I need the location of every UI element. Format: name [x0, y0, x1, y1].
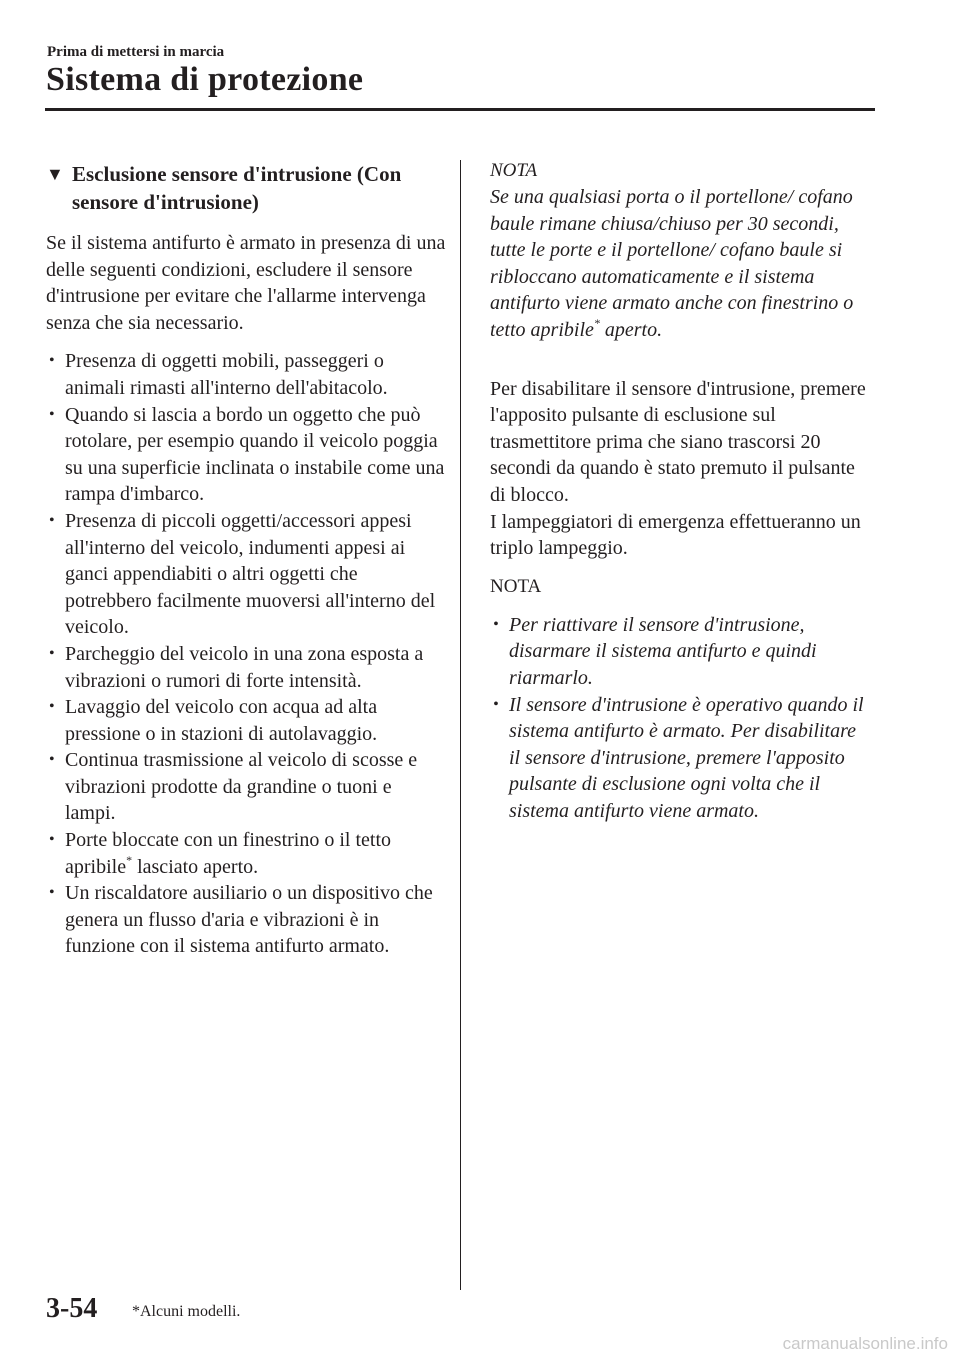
body-paragraph: Per disabilitare il sensore d'intrusione, premere l'apposito pulsante di esclusione sul trasmettitore prima che siano trascorsi 20 secondi da quando è stato premuto il pulsante di blocco. — [490, 377, 866, 506]
footnote-marker: * — [593, 315, 600, 330]
list-item: • Un riscaldatore ausiliario o un dispositivo che genera un flusso d'aria e vibrazioni è in funzione con il sistema antifurto armato. — [49, 882, 433, 958]
list-item: • Parcheggio del veicolo in una zona esposta a vibrazioni o rumori di forte intensità. — [49, 642, 424, 692]
footnote: *Alcuni modelli. — [132, 1303, 241, 1320]
bullet-dot-icon: • — [493, 695, 499, 713]
subsection-heading-line1: Esclusione sensore d'intrusione (Con — [72, 162, 402, 186]
footnote-marker: * — [126, 852, 133, 867]
bullet-dot-icon: • — [49, 698, 55, 716]
page-number: 3-54 — [46, 1293, 98, 1324]
bullet-dot-icon: • — [49, 831, 55, 849]
bullet-dot-icon: • — [493, 615, 499, 633]
list-item: • Presenza di piccoli oggetti/accessori appesi all'interno del veicolo, indumenti appesi ai ganci appendiabiti o altri oggetti che potrebbero facilmente muoversi all'interno del veicolo. — [49, 509, 436, 639]
note-label: NOTA — [490, 160, 538, 181]
bullet-dot-icon: • — [49, 352, 55, 370]
watermark: carmanualsonline.info — [782, 1334, 948, 1353]
list-item: • Continua trasmissione al veicolo di scosse e vibrazioni prodotte da grandine o tuoni e lampi. — [49, 749, 418, 825]
bullet-dot-icon: • — [49, 644, 55, 662]
title-divider — [45, 108, 875, 111]
list-item: • Lavaggio del veicolo con acqua ad alta pressione o in stazioni di autolavaggio. — [49, 696, 378, 745]
note-label: NOTA — [490, 575, 542, 597]
body-paragraph-2: I lampeggiatori di emergenza effettueranno un triplo lampeggio. — [490, 510, 861, 560]
triangle-marker-icon: ▼ — [46, 164, 64, 184]
left-column — [46, 160, 446, 960]
bullet-dot-icon: • — [49, 884, 55, 902]
section-title: Sistema di protezione — [46, 61, 364, 98]
chapter-title: Prima di mettersi in marcia — [47, 44, 225, 60]
bullet-dot-icon: • — [49, 405, 55, 423]
bullet-dot-icon: • — [49, 511, 55, 529]
right-column — [490, 158, 872, 824]
subsection-heading-line2: sensore d'intrusione) — [72, 190, 259, 214]
list-item: • Presenza di oggetti mobili, passeggeri o animali rimasti all'interno dell'abitacolo. — [49, 350, 388, 399]
subsection-heading — [46, 160, 446, 216]
list-item: • Porte bloccate con un finestrino o il tetto apribile* lasciato aperto. — [49, 829, 392, 878]
bullet-dot-icon: • — [49, 751, 55, 769]
note-text: Se una qualsiasi porta o il portellone/ cofano baule rimane chiusa/chiuso per 30 secondi, tutte le porte e il portellone/ cofano baule si ribloccano automaticamente e il sistema antifurto viene armato anche con finestrino o tetto apribile* aperto. — [490, 186, 854, 341]
list-item: • Quando si lascia a bordo un oggetto che può rotolare, per esempio quando il veicolo poggia su una superficie inclinata o instabile come una rampa d'imbarco. — [49, 403, 445, 506]
list-item: • Il sensore d'intrusione è operativo quando il sistema antifurto è armato. Per disabilitare il sensore d'intrusione, premere l'apposito pulsante di esclusione ogni volta che il sistema antifurto viene armato. — [493, 693, 864, 822]
column-divider — [460, 160, 461, 1290]
condition-list — [46, 348, 446, 960]
note-list — [490, 612, 872, 825]
list-item: • Per riattivare il sensore d'intrusione, disarmare il sistema antifurto e quindi riarmarlo. — [493, 613, 817, 689]
intro-paragraph: Se il sistema antifurto è armato in presenza di una delle seguenti condizioni, escludere il sensore d'intrusione per evitare che l'allarme intervenga senza che sia necessario. — [46, 232, 446, 334]
